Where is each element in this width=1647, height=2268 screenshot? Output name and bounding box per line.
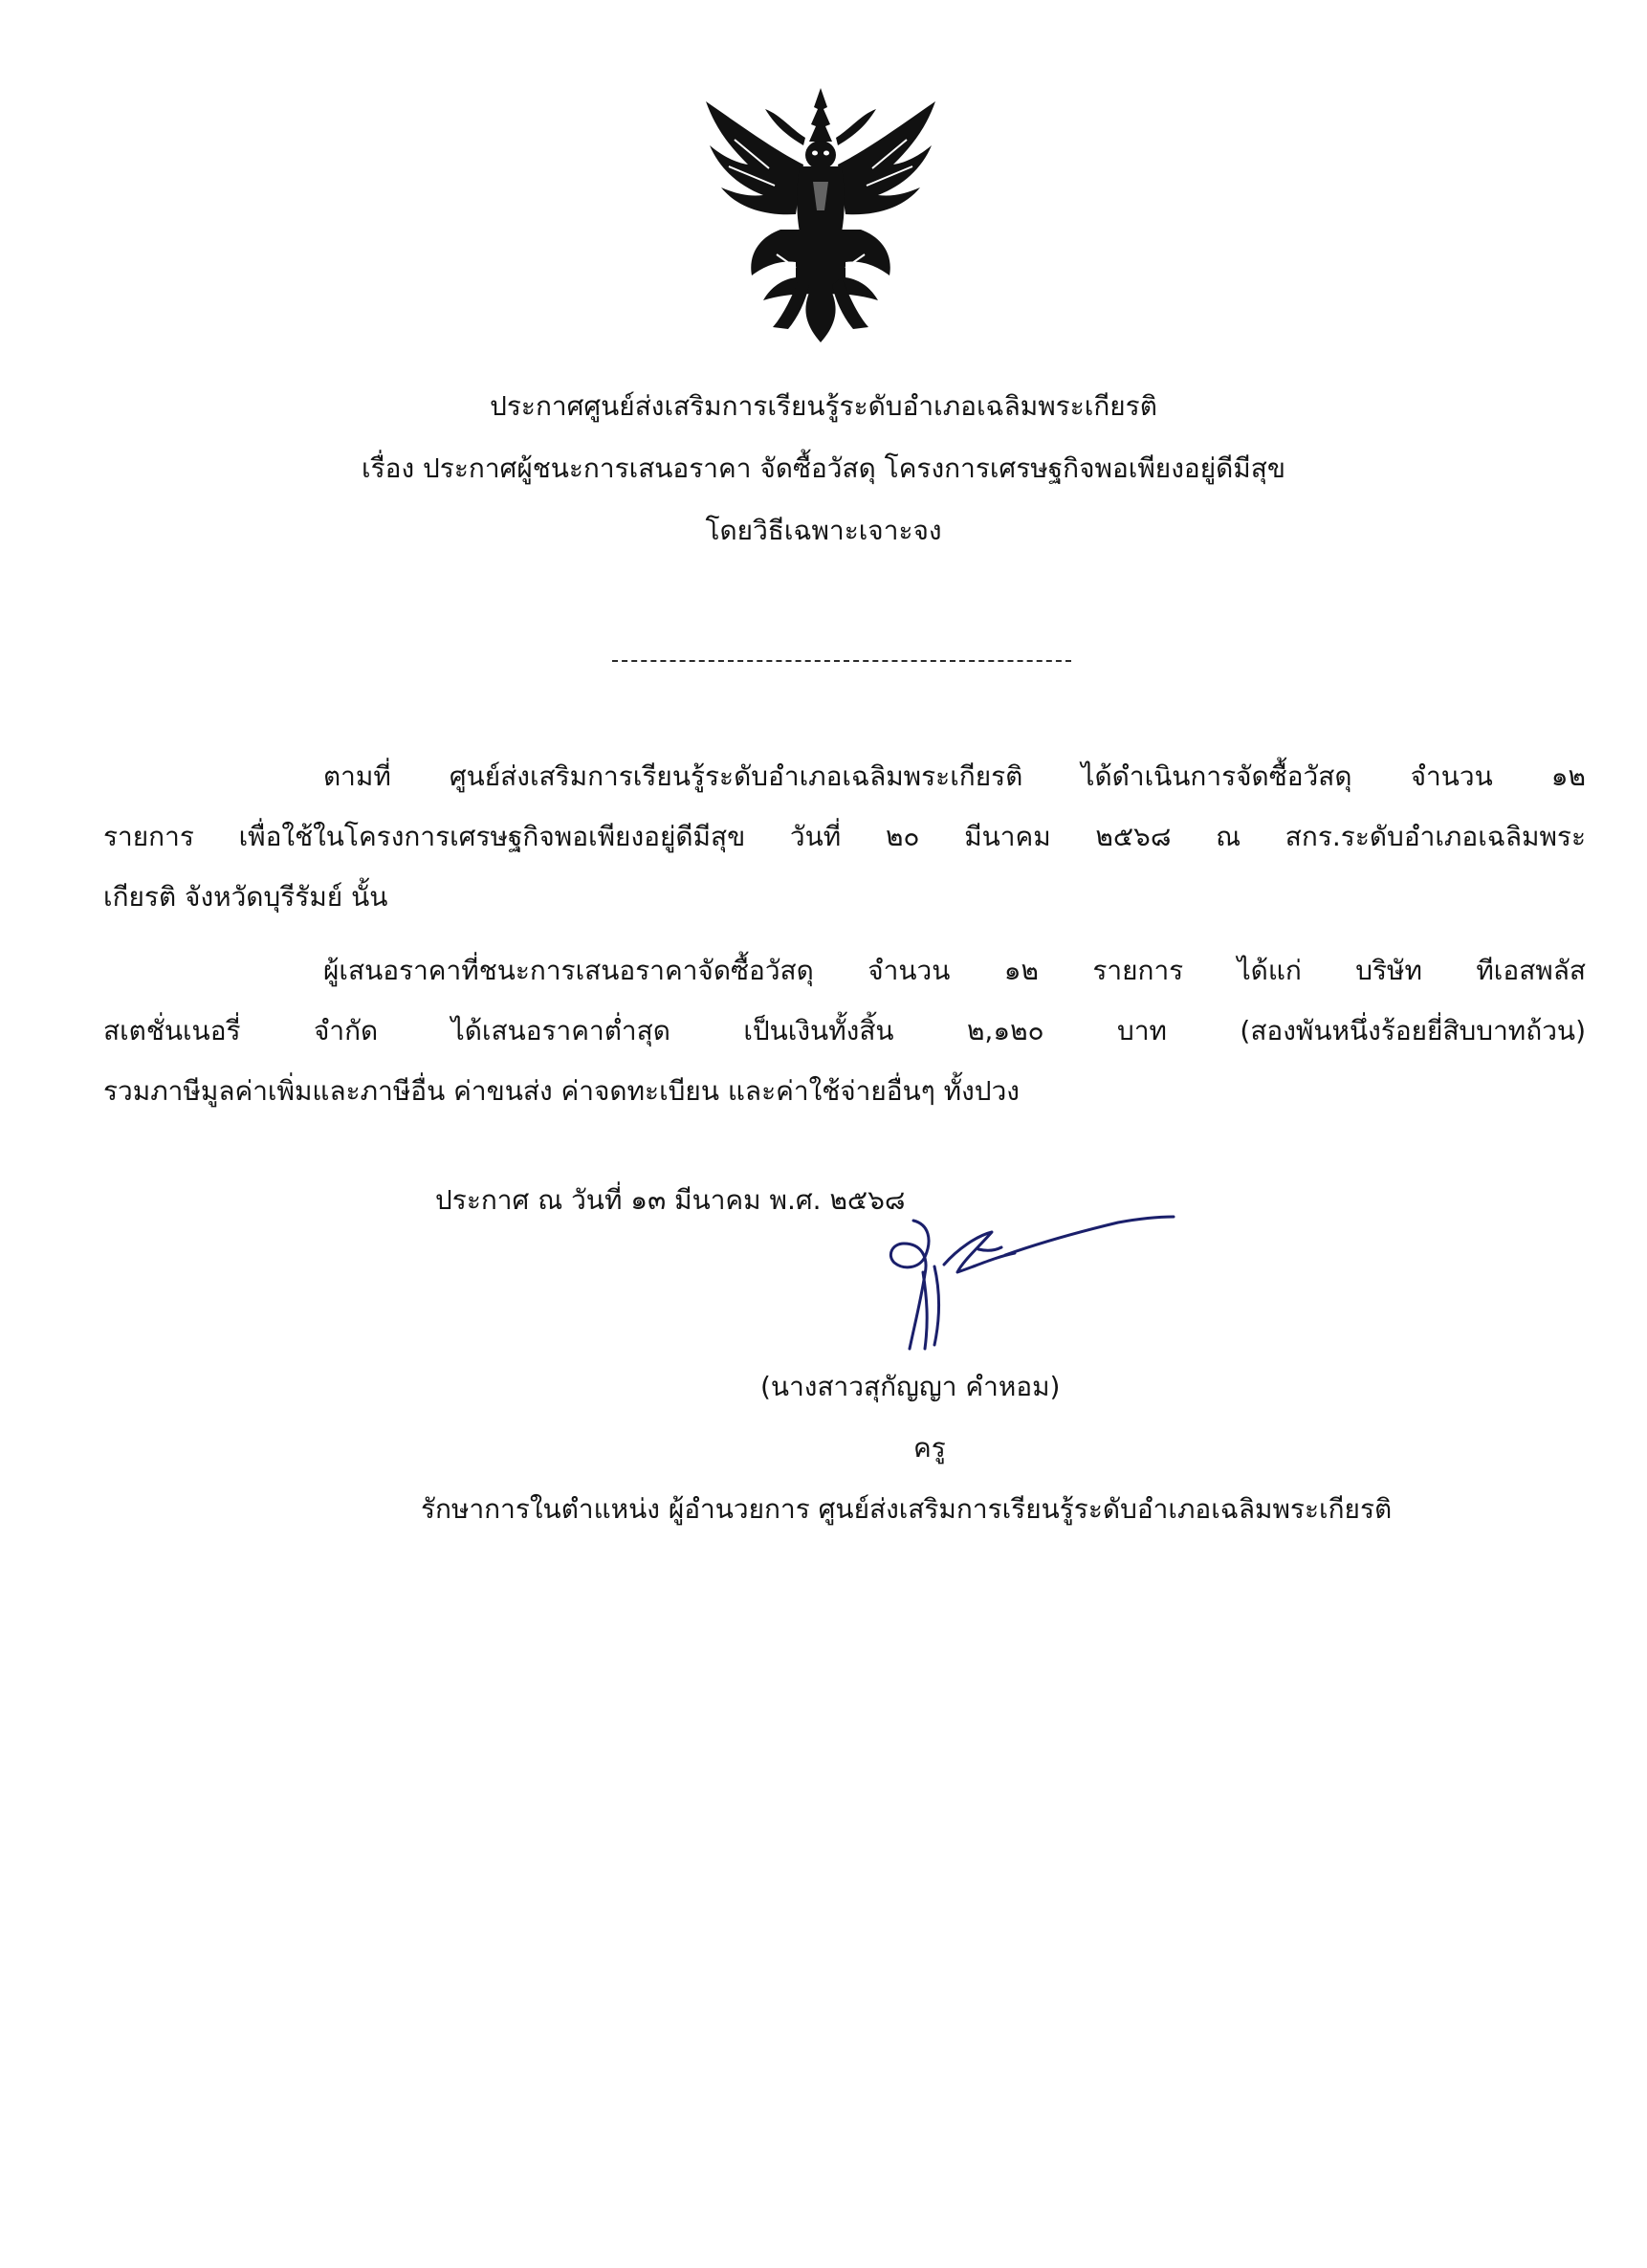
signatory-name: (นางสาวสุกัญญา คำหอม) xyxy=(760,1371,1061,1402)
announcement-method: โดยวิธีเฉพาะเจาะจง xyxy=(705,515,942,546)
paragraph-1-line-3: เกียรติ จังหวัดบุรีรัมย์ นั้น xyxy=(103,881,388,913)
handwritten-signature xyxy=(866,1215,1181,1358)
paragraph-2-line-3: รวมภาษีมูลค่าเพิ่มและภาษีอื่น ค่าขนส่ง ค่าจดทะเบียน และค่าใช้จ่ายอื่นๆ ทั้งปวง xyxy=(103,1075,1020,1107)
dashed-divider xyxy=(612,660,1071,662)
announcement-date: ประกาศ ณ วันที่ ๑๓ มีนาคม พ.ศ. ๒๕๖๘ xyxy=(435,1184,906,1216)
announcement-subject: เรื่อง ประกาศผู้ชนะการเสนอราคา จัดซื้อวัสดุ โครงการเศรษฐกิจพอเพียงอยู่ดีมีสุข xyxy=(362,452,1285,484)
signatory-role: ครู xyxy=(913,1432,946,1464)
garuda-emblem-icon xyxy=(696,86,945,344)
paragraph-2-line-1: ผู้เสนอราคาที่ชนะการเสนอราคาจัดซื้อวัสดุ จำนวน ๑๒ รายการ ได้แก่ บริษัท ทีเอสพลัส xyxy=(323,955,1586,986)
paragraph-2-line-2: สเตชั่นเนอรี่ จำกัด ได้เสนอราคาต่ำสุด เป็นเงินทั้งสิ้น ๒,๑๒๐ บาท (สองพันหนึ่งร้อยยี่สิบบาทถ้วน) xyxy=(103,1015,1586,1046)
announcement-title: ประกาศศูนย์ส่งเสริมการเรียนรู้ระดับอำเภอเฉลิมพระเกียรติ xyxy=(490,390,1157,422)
paragraph-1-line-1: ตามที่ ศูนย์ส่งเสริมการเรียนรู้ระดับอำเภอเฉลิมพระเกียรติ ได้ดำเนินการจัดซื้อวัสดุ จำนวน ๑๒ xyxy=(323,760,1586,792)
paragraph-1-line-2: รายการ เพื่อใช้ในโครงการเศรษฐกิจพอเพียงอยู่ดีมีสุข วันที่ ๒๐ มีนาคม ๒๕๖๘ ณ สกร.ระดับอำเภอเฉลิมพระ xyxy=(103,821,1586,852)
signatory-position: รักษาการในตำแหน่ง ผู้อำนวยการ ศูนย์ส่งเสริมการเรียนรู้ระดับอำเภอเฉลิมพระเกียรติ xyxy=(421,1493,1393,1525)
